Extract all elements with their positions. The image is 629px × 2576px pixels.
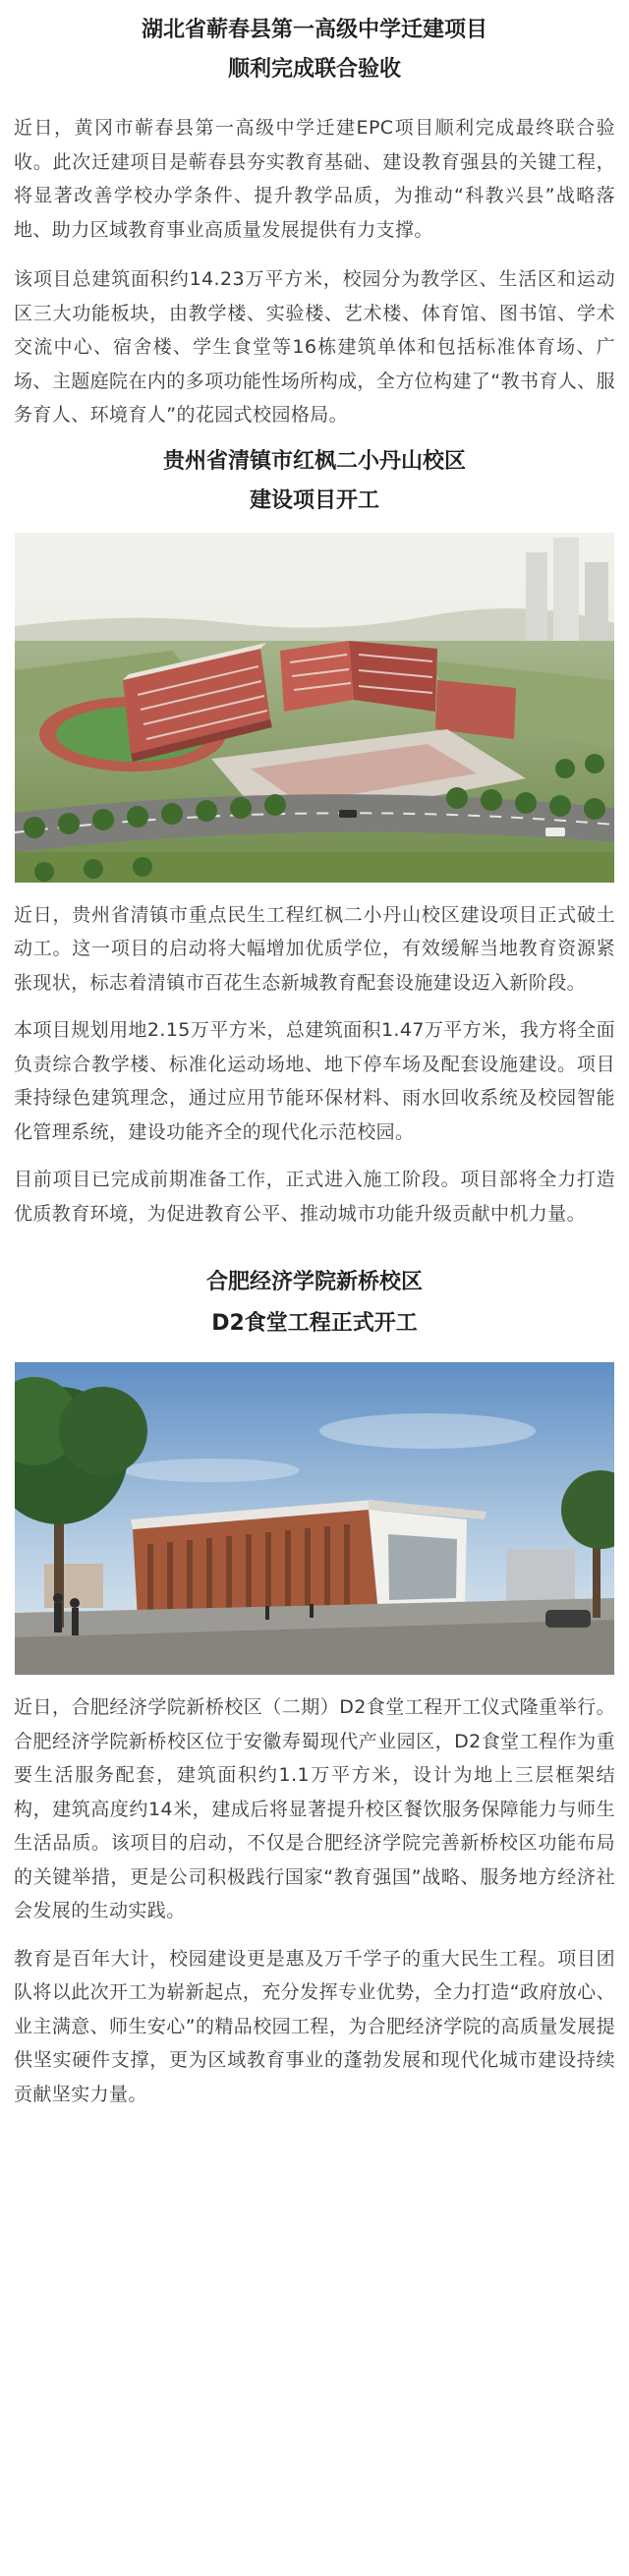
section2-paragraph-1: 近日，贵州省清镇市重点民生工程红枫二小丹山校区建设项目正式破土动工。这一项目的启动将大幅增加优质学位，有效缓解当地教育资源紧张现状，标志着清镇市百花生态新城教育配套设施建设迈入新阶段。 bbox=[14, 903, 615, 994]
campus-aerial-illustration bbox=[15, 533, 614, 883]
section-lvyan-school bbox=[0, 0, 629, 432]
section2-title-line2: 建设项目开工 bbox=[249, 487, 379, 513]
section2-title-line1: 贵州省清镇市红枫二小丹山校区 bbox=[162, 448, 466, 474]
section3-title-line2: D2食堂工程正式开工 bbox=[211, 1311, 418, 1336]
section1-paragraph-1: 近日，黄冈市蕲春县第一高级中学迁建EPC项目顺利完成最终联合验收。此次迁建项目是蕲春县夯实教育基础、建设教育强县的关键工程，将显著改善学校办学条件、提升教学品质，为推动“科教兴县”战略落地、助力区域教育事业高质量发展提供有力支撑。 bbox=[14, 117, 615, 241]
section2-paragraph-3: 目前项目已完成前期准备工作，正式进入施工阶段。项目部将全力打造优质教育环境，为促进教育公平、推动城市功能升级贡献中机力量。 bbox=[14, 1169, 615, 1225]
campus-aerial-image bbox=[15, 533, 614, 883]
canteen-building-graphic bbox=[131, 1500, 486, 1620]
section1-title-line2: 顺利完成联合验收 bbox=[227, 57, 401, 82]
canteen-render-image bbox=[15, 1362, 614, 1675]
section-guizhou-school bbox=[0, 432, 629, 1231]
section3-title-line1: 合肥经济学院新桥校区 bbox=[205, 1270, 423, 1294]
section1-title bbox=[0, 11, 629, 89]
section3-paragraph-1: 近日，合肥经济学院新桥校区（二期）D2食堂工程开工仪式隆重举行。合肥经济学院新桥校区位于安徽寿蜀现代产业园区，D2食堂工程作为重要生活服务配套，建筑面积约1.1万平方米，设计为地上三层框架结构，建筑高度约14米，建成后将显著提升校区餐饮服务保障能力与师生生活品质。该项目的启动，不仅是合肥经济学院完善新桥校区功能布局的关键举措，更是公司积极践行国家“教育强国”战略、服务地方经济社会发展的生动实践。 bbox=[14, 1696, 615, 1921]
section2-paragraph-2: 本项目规划用地2.15万平方米，总建筑面积1.47万平方米，我方将全面负责综合教学楼、标准化运动场地、地下停车场及配套设施建设。项目秉持绿色建筑理念，通过应用节能环保材料、雨水回收系统及校园智能化管理系统，建设功能齐全的现代化示范校园。 bbox=[14, 1019, 615, 1143]
section2-title bbox=[0, 442, 629, 521]
section-hefei-canteen bbox=[0, 1231, 629, 2111]
section1-paragraph-2: 该项目总建筑面积约14.23万平方米，校园分为教学区、生活区和运动区三大功能板块，由教学楼、实验楼、艺术楼、体育馆、图书馆、学术交流中心、宿舍楼、学生食堂等16栋建筑单体和包括标准体育场、广场、主题庭院在内的多项功能性场所构成，全方位构建了“教书育人、服务育人、环境育人”的花园式校园格局。 bbox=[14, 268, 615, 426]
canteen-render-illustration bbox=[15, 1362, 614, 1675]
section3-paragraph-2: 教育是百年大计，校园建设更是惠及万千学子的重大民生工程。项目团队将以此次开工为崭新起点，充分发挥专业优势，全力打造“政府放心、业主满意、师生安心”的精品校园工程，为合肥经济学院的高质量发展提供坚实硬件支撑，更为区域教育事业的蓬勃发展和现代化城市建设持续贡献坚实力量。 bbox=[14, 1947, 615, 2105]
section3-title bbox=[0, 1262, 629, 1345]
section1-title-line1: 湖北省蕲春县第一高级中学迁建项目 bbox=[141, 18, 487, 42]
